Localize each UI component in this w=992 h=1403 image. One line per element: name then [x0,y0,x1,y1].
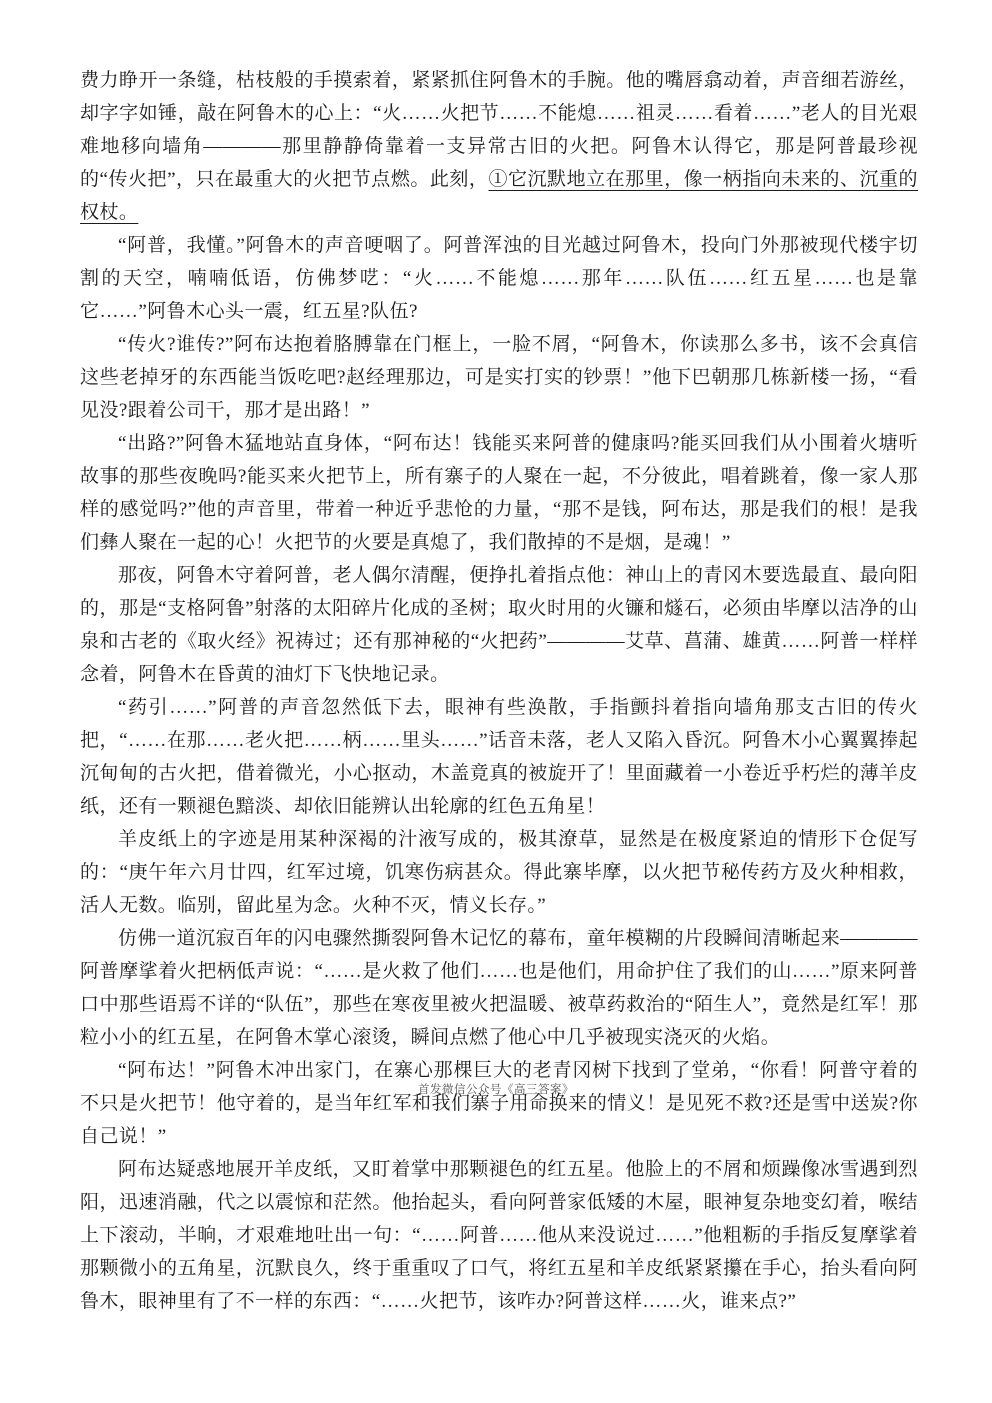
reading-passage [80,64,918,1318]
paragraph: “阿布达！”阿鲁木冲出家门，在寨心那棵巨大的老青冈树下找到了堂弟，“你看！阿普守着的不只是火把节！他守着的，是当年红军和我们寨子用命换来的情义！是见死不救?还是雪中送炭?你自己说！” [80,1060,918,1147]
underlined-sentence-1: ①它沉默地立在那里，像一柄指向未来的、沉重的权杖。 [80,169,918,223]
paragraph [80,64,918,229]
paragraph: 阿布达疑惑地展开羊皮纸，又盯着掌中那颗褪色的红五星。他脸上的不屑和烦躁像冰雪遇到烈阳，迅速消融，代之以震惊和茫然。他抬起头，看向阿普家低矮的木屋，眼神复杂地变幻着，喉结上下滚动，半晌，才艰难地吐出一句：“……阿普……他从来没说过……”他粗粝的手指反复摩挲着那颗微小的五角星，沉默良久，终于重重叹了口气，将红五星和羊皮纸紧紧攥在手心，抬头看向阿鲁木，眼神里有了不一样的东西：“……火把节，该咋办?阿普这样……火，谁来点?” [80,1159,918,1312]
paragraph: “出路?”阿鲁木猛地站直身体，“阿布达！钱能买来阿普的健康吗?能买回我们从小围着火塘听故事的那些夜晚吗?能买来火把节上，所有寨子的人聚在一起，不分彼此，唱着跳着，像一家人那样的感觉吗?”他的声音里，带着一种近乎悲怆的力量，“那不是钱，阿布达，那是我们的根！是我们彝人聚在一起的心！火把节的火要是真熄了，我们散掉的不是烟，是魂！” [80,433,918,553]
paragraph: “药引……”阿普的声音忽然低下去，眼神有些涣散，手指颤抖着指向墙角那支古旧的传火把，“……在那……老火把……柄……里头……”话音未落，老人又陷入昏沉。阿鲁木小心翼翼捧起沉甸甸的古火把，借着微光，小心抠动，木盖竟真的被旋开了！里面藏着一小卷近乎朽烂的薄羊皮纸，还有一颗褪色黯淡、却依旧能辨认出轮廓的红色五角星！ [80,697,918,817]
watermark: 首发微信公众号《高三答案》 [418,1084,574,1096]
paragraph-text: 费力睁开一条缝，枯枝般的手摸索着，紧紧抓住阿鲁木的手腕。他的嘴唇翕动着，声音细若游丝，却字字如锤，敲在阿鲁木的心上：“火……火把节……不能熄……祖灵……看着……”老人的目光艰难地移向墙角————那里静静倚靠着一支异常古旧的火把。阿鲁木认得它，那是阿普最珍视的“传火把”，只在最重大的火把节点燃。此刻， [80,70,918,190]
paragraph: “阿普，我懂。”阿鲁木的声音哽咽了。阿普浑浊的目光越过阿鲁木，投向门外那被现代楼宇切割的天空，喃喃低语，仿佛梦呓：“火……不能熄……那年……队伍……红五星……也是靠它……”阿鲁木心头一震，红五星?队伍? [80,235,918,322]
paragraph: 仿佛一道沉寂百年的闪电骤然撕裂阿鲁木记忆的幕布，童年模糊的片段瞬间清晰起来————阿普摩挲着火把柄低声说：“……是火救了他们……也是他们，用命护住了我们的山……”原来阿普口中那些语焉不详的“队伍”，那些在寒夜里被火把温暖、被草药救治的“陌生人”，竟然是红军！那粒小小的红五星，在阿鲁木掌心滚烫，瞬间点燃了他心中几乎被现实浇灭的火焰。 [80,928,918,1048]
paragraph: “传火?谁传?”阿布达抱着胳膊靠在门框上，一脸不屑，“阿鲁木，你读那么多书，该不会真信这些老掉牙的东西能当饭吃吧?赵经理那边，可是实打实的钞票！”他下巴朝那几栋新楼一扬，“看见没?跟着公司干，那才是出路！” [80,334,918,421]
paragraph: 羊皮纸上的字迹是用某种深褐的汁液写成的，极其潦草，显然是在极度紧迫的情形下仓促写的：“庚午年六月廿四，红军过境，饥寒伤病甚众。得此寨毕摩，以火把节秘传药方及火种相救，活人无数。临别，留此星为念。火种不灭，情义长存。” [80,829,918,916]
paragraph: 那夜，阿鲁木守着阿普，老人偶尔清醒，便挣扎着指点他：神山上的青冈木要选最直、最向阳的，那是“支格阿鲁”射落的太阳碎片化成的圣树；取火时用的火镰和燧石，必须由毕摩以洁净的山泉和古老的《取火经》祝祷过；还有那神秘的“火把药”————艾草、菖蒲、雄黄……阿普一样样念着，阿鲁木在昏黄的油灯下飞快地记录。 [80,565,918,685]
